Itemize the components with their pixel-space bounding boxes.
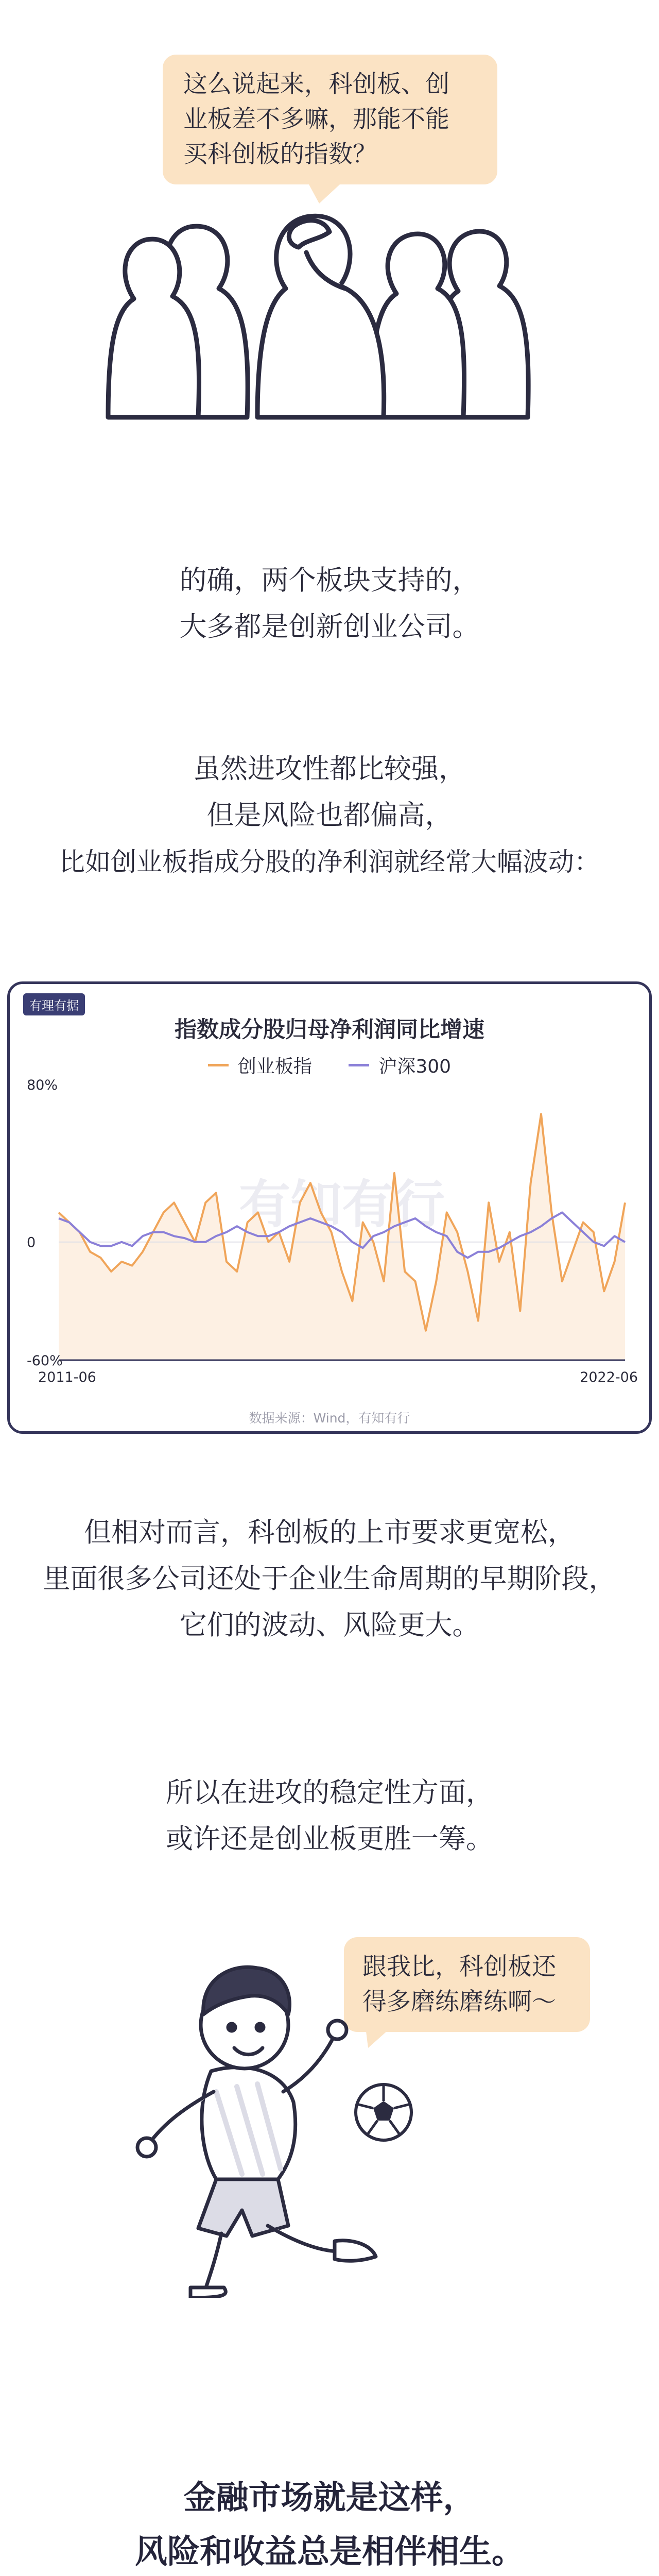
line-chart bbox=[10, 984, 649, 1431]
paragraph-line: 里面很多公司还处于企业生命周期的早期阶段， bbox=[43, 1563, 616, 1595]
paragraph-4 bbox=[0, 1770, 659, 1862]
paragraph-line: 的确，两个板块支持的， bbox=[179, 565, 480, 596]
bubble-line: 得多磨练磨练啊～ bbox=[362, 1988, 556, 2016]
paragraph-2 bbox=[0, 746, 659, 885]
legend-label: 创业板指 bbox=[237, 1056, 312, 1077]
evidence-badge: 有理有据 bbox=[23, 993, 85, 1015]
x-tick-label: 2022-06 bbox=[580, 1369, 638, 1385]
y-tick-label: 80% bbox=[27, 1077, 58, 1093]
paragraph-line: 金融市场就是这样， bbox=[183, 2479, 476, 2516]
paragraph-line: 但相对而言，科创板的上市要求更宽松， bbox=[84, 1517, 575, 1548]
paragraph-line: 或许还是创业板更胜一筹。 bbox=[166, 1823, 493, 1855]
paragraph-line: 比如创业板指成分股的净利润就经常大幅波动： bbox=[59, 847, 600, 877]
paragraph-3 bbox=[0, 1510, 659, 1649]
chart-card bbox=[7, 981, 652, 1434]
paragraph-5 bbox=[0, 2470, 659, 2576]
y-tick-label: 0 bbox=[27, 1234, 36, 1251]
soccer-ball-icon bbox=[353, 2081, 414, 2143]
y-tick-label: -60% bbox=[27, 1353, 63, 1369]
data-source: 数据来源：Wind，有知有行 bbox=[249, 1411, 410, 1426]
paragraph-line: 风险和收益总是相伴相生。 bbox=[135, 2533, 524, 2570]
paragraph-line: 所以在进攻的稳定性方面， bbox=[166, 1777, 493, 1808]
paragraph-line: 但是风险也都偏高， bbox=[206, 800, 453, 831]
paragraph-line: 大多都是创新创业公司。 bbox=[179, 611, 480, 642]
legend-label: 沪深300 bbox=[378, 1056, 452, 1077]
watermark-text: 有知有行 bbox=[239, 1174, 445, 1235]
chart-title: 指数成分股归母净利润同比增速 bbox=[175, 1017, 484, 1043]
x-tick-label: 2011-06 bbox=[38, 1369, 96, 1385]
paragraph-line: 它们的波动、风险更大。 bbox=[179, 1609, 480, 1641]
bubble-line: 买科创板的指数？ bbox=[183, 140, 377, 168]
series-area-chuangye bbox=[59, 1114, 625, 1360]
crowd-illustration bbox=[103, 196, 546, 438]
bubble-line: 业板差不多嘛，那能不能 bbox=[183, 105, 449, 133]
bubble-line: 这么说起来，科创板、创 bbox=[183, 70, 449, 98]
paragraph-line: 虽然进攻性都比较强， bbox=[193, 753, 466, 785]
paragraph-1 bbox=[0, 557, 659, 650]
bubble-line: 跟我比，科创板还 bbox=[362, 1953, 556, 1981]
